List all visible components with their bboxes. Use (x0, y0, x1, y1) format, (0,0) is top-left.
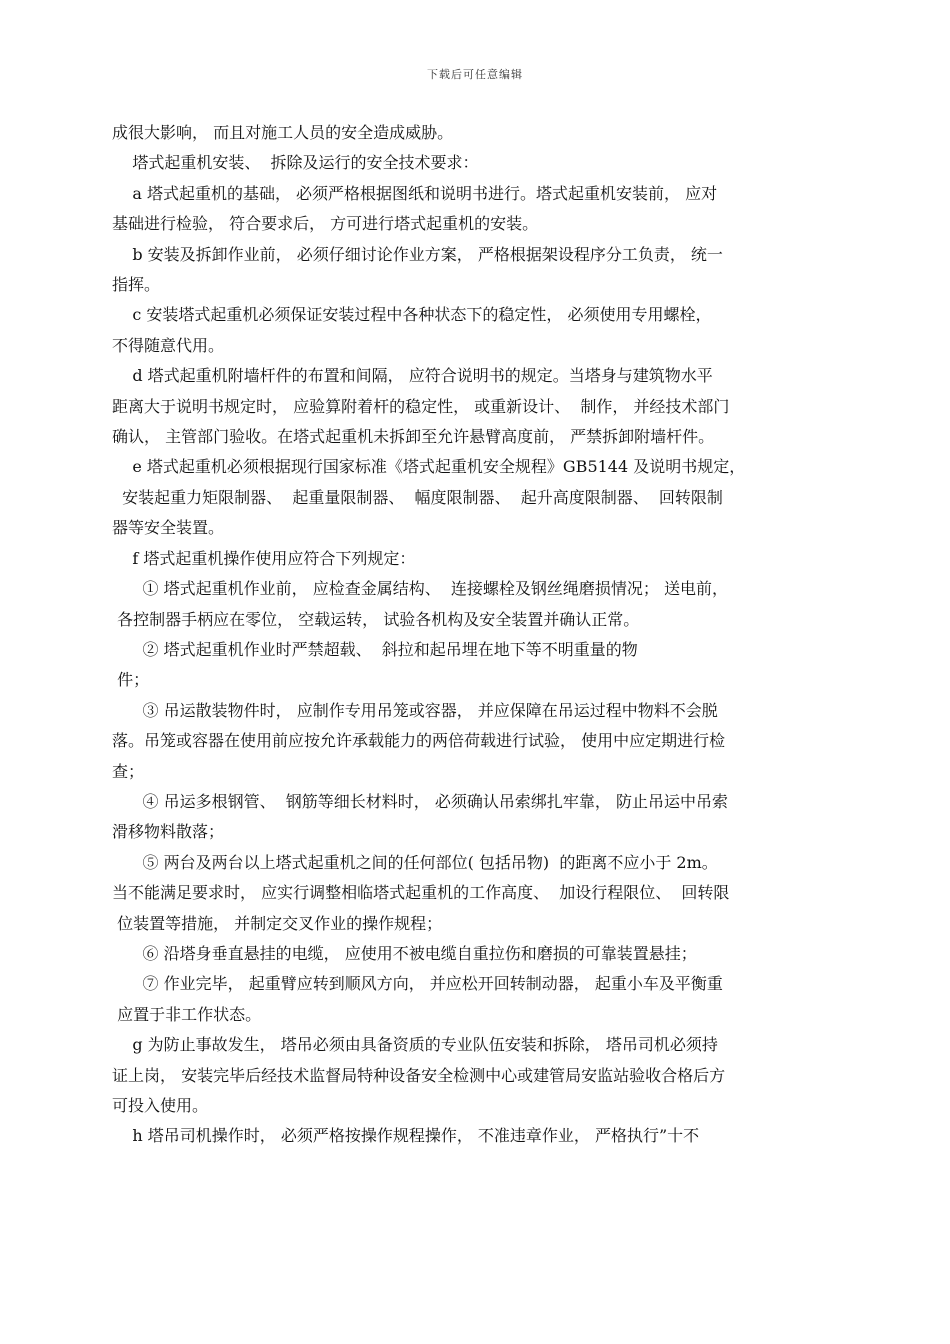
text-line: a 塔式起重机的基础， 必须严格根据图纸和说明书进行。塔式起重机安装前， 应对 (112, 183, 718, 203)
text-line: 当不能满足要求时， 应实行调整相临塔式起重机的工作高度、 加设行程限位、 回转限 (112, 883, 730, 903)
text-line: h 塔吊司机操作时， 必须严格按操作规程操作， 不准违章作业， 严格执行”十不 (112, 1126, 700, 1146)
text-line: 落。吊笼或容器在使用前应按允许承载能力的两倍荷载进行试验， 使用中应定期进行检 (112, 731, 726, 751)
text-line: g 为防止事故发生， 塔吊必须由具备资质的专业队伍安装和拆除， 塔吊司机必须持 (112, 1035, 718, 1055)
text-line: 成很大影响， 而且对施工人员的安全造成威胁。 (112, 123, 454, 142)
text-line: 安装起重力矩限制器、 起重量限制器、 幅度限制器、 起升高度限制器、 回转限制 (112, 487, 723, 507)
text-line: e 塔式起重机必须根据现行国家标准《塔式起重机安全规程》GB5144 及说明书规定， (112, 457, 746, 477)
text-line: ⑥ 沿塔身垂直悬挂的电缆， 应使用不被电缆自重拉伤和磨损的可靠装置悬挂； (112, 943, 697, 963)
text-line: 证上岗， 安装完毕后经技术监督局特种设备安全检测中心或建管局安监站验收合格后方 (112, 1065, 726, 1085)
text-line: ⑦ 作业完毕， 起重臂应转到顺风方向， 并应松开回转制动器， 起重小车及平衡重 (112, 974, 723, 994)
text-line: 器等安全装置。 (112, 518, 225, 538)
text-line: 确认， 主管部门验收。在塔式起重机未拆卸至允许悬臂高度前， 严禁拆卸附墙杆件。 (112, 427, 715, 447)
text-line: 查； (112, 761, 145, 781)
text-line: 指挥。 (112, 275, 161, 295)
text-line: b 安装及拆卸作业前， 必须仔细讨论作业方案， 严格根据架设程序分工负责， 统一 (112, 244, 723, 264)
text-line: 塔式起重机安装、 拆除及运行的安全技术要求： (112, 153, 479, 173)
text-line: 各控制器手柄应在零位， 空载运转， 试验各机构及安全装置并确认正常。 (112, 609, 640, 629)
text-line: ⑤ 两台及两台以上塔式起重机之间的任何部位( 包括吊物) 的距离不应小于 2m。 (112, 852, 718, 872)
text-line: 可投入使用。 (112, 1096, 209, 1115)
header-note: 下载后可任意编辑 (427, 68, 523, 81)
text-line: c 安装塔式起重机必须保证安装过程中各种状态下的稳定性， 必须使用专用螺栓， (112, 305, 712, 325)
text-line: ② 塔式起重机作业时严禁超载、 斜拉和起吊埋在地下等不明重量的物 (112, 639, 638, 659)
text-line: 滑移物料散落； (112, 822, 225, 842)
text-line: 应置于非工作状态。 (112, 1004, 262, 1024)
text-line: d 塔式起重机附墙杆件的布置和间隔， 应符合说明书的规定。当塔身与建筑物水平 (112, 366, 713, 386)
text-line: 件； (112, 670, 150, 690)
text-line: 距离大于说明书规定时， 应验算附着杆的稳定性， 或重新设计、 制作， 并经技术部门 (112, 396, 730, 416)
text-line: 不得随意代用。 (112, 335, 225, 355)
document-body (112, 118, 844, 1152)
text-line: ④ 吊运多根钢管、 钢筋等细长材料时， 必须确认吊索绑扎牢靠， 防止吊运中吊索 (112, 791, 728, 811)
text-line: 位装置等措施， 并制定交叉作业的操作规程； (112, 913, 443, 933)
text-line: f 塔式起重机操作使用应符合下列规定： (112, 548, 416, 568)
text-line: ③ 吊运散装物件时， 应制作专用吊笼或容器， 并应保障在吊运过程中物料不会脱 (112, 700, 718, 720)
text-line: ① 塔式起重机作业前， 应检查金属结构、 连接螺栓及钢丝绳磨损情况； 送电前， (112, 579, 728, 599)
text-line: 基础进行检验， 符合要求后， 方可进行塔式起重机的安装。 (112, 214, 539, 234)
